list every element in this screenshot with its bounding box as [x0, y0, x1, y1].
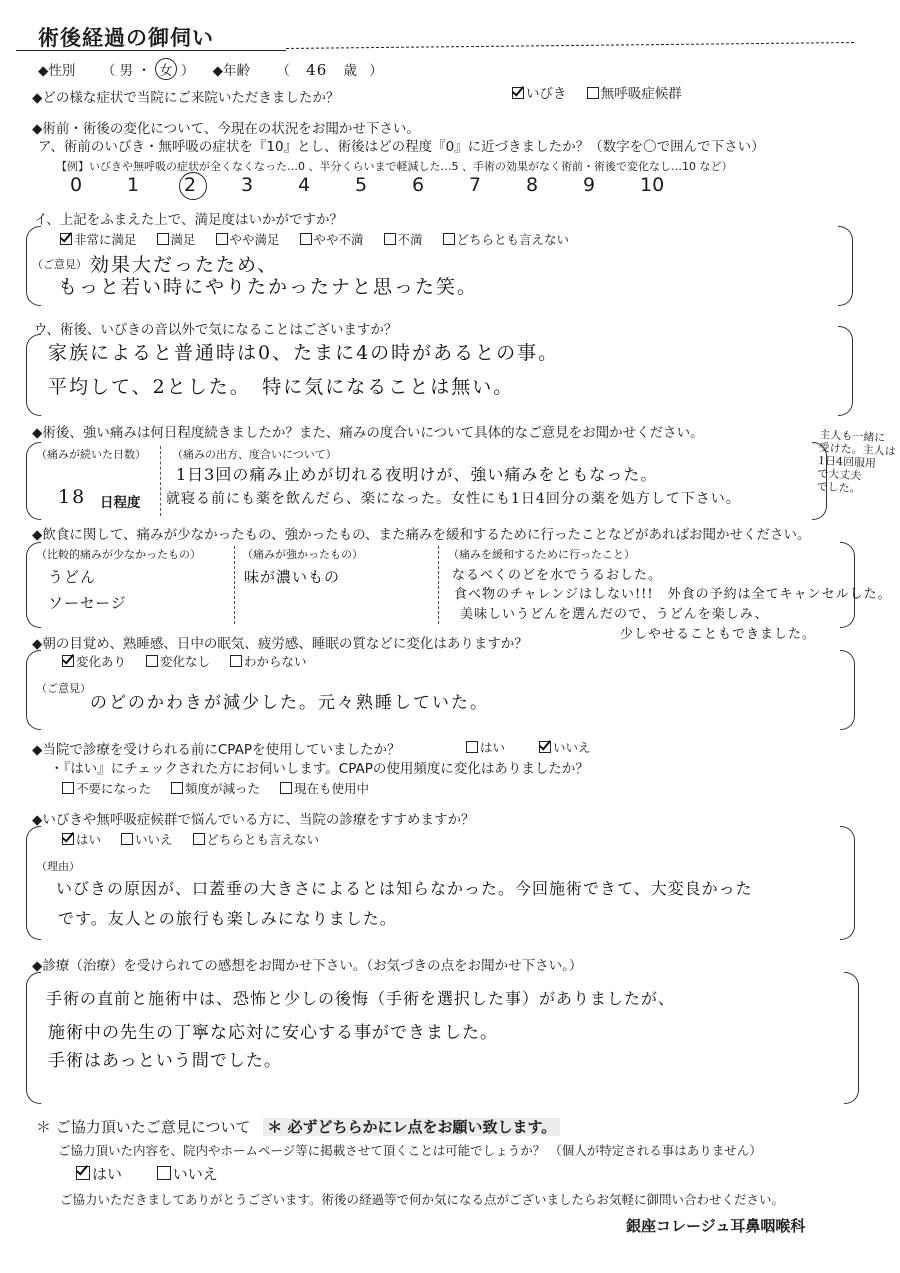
- sex-dot: ・: [137, 63, 151, 79]
- consent-options: [76, 1163, 234, 1184]
- diet-less-item-2: ソーセージ: [48, 594, 127, 612]
- scale-1[interactable]: 1: [127, 174, 140, 196]
- diet-relief-line-1: なるべくのどを水でうるおした。: [452, 568, 663, 583]
- pain-days-label: （痛みが続いた日数）: [36, 448, 146, 461]
- option-dissatisfied[interactable]: 不満: [384, 230, 423, 248]
- impressions-bracket-left: [26, 972, 41, 1104]
- scale-9[interactable]: 9: [583, 174, 596, 196]
- option-snoring[interactable]: いびき: [512, 82, 567, 102]
- checkbox-cpap-no[interactable]: [539, 741, 551, 753]
- checkbox-less-frequent[interactable]: [171, 782, 183, 794]
- recommend-bracket-right: [840, 826, 855, 940]
- sex-label: ◆性別: [38, 63, 76, 79]
- sleep-question: ◆朝の目覚め、熟睡感、日中の眠気、疲労感、睡眠の質などに変化はありますか？: [32, 636, 528, 652]
- pain-answer-line1: 1日3回の痛み止めが切れる夜明けが、強い痛みをともなった。: [176, 465, 658, 484]
- sleep-opinion-label: （ご意見）: [36, 682, 91, 695]
- option-no-change[interactable]: 変化なし: [146, 652, 210, 670]
- page-title: 術後経過の御伺い: [38, 26, 214, 50]
- option-less-frequent[interactable]: 頻度が減った: [171, 779, 260, 797]
- other-concerns-bracket-right: [838, 326, 853, 416]
- title-underline: [16, 50, 286, 51]
- change-question-a: ア、術前のいびき・無呼吸の症状を『10』とし、術後はどの程度『0』に近づきましたか？（数字を〇で囲んで下さい）: [38, 139, 765, 155]
- cpap-sub-question: ・『はい』にチェックされた方にお伺いします。CPAPの使用頻度に変化はありましたか？: [50, 761, 589, 777]
- satisfaction-opinion-label: （ご意見）: [32, 258, 87, 271]
- checkbox-apnea[interactable]: [587, 87, 599, 99]
- scale-4[interactable]: 4: [298, 174, 311, 196]
- symptom-options: [512, 82, 698, 102]
- option-very-satisfied[interactable]: 非常に満足: [60, 230, 137, 248]
- scale-10[interactable]: 10: [640, 174, 665, 196]
- option-neither[interactable]: どちらとも言えない: [443, 230, 570, 248]
- recommend-question: ◆いびきや無呼吸症候群で悩んでいる方に、当院の診療をすすめますか？: [32, 812, 475, 828]
- consent-header-right: ＊ 必ずどちらかにレ点をお願い致します。: [263, 1118, 560, 1136]
- satisfaction-answer-line2: もっと若い時にやりたかったナと思った笑。: [58, 276, 479, 298]
- pain-days-unit: 日程度: [100, 495, 141, 511]
- option-consent-no[interactable]: いいえ: [157, 1163, 218, 1184]
- satisfaction-options: [60, 230, 585, 248]
- recommend-options: [62, 830, 335, 848]
- clinic-name: 銀座コレージュ耳鼻咽喉科: [626, 1217, 806, 1235]
- impressions-answer-line2: 施術中の先生の丁寧な応対に安心する事ができました。: [48, 1023, 498, 1043]
- option-cpap-yes[interactable]: はい: [466, 738, 505, 756]
- diet-relief-line-3: 美味しいうどんを選んだので、うどんを楽しみ、: [460, 607, 769, 622]
- pain-question: ◆術後、強い痛みは何日程度続きましたか？また、痛みの度合いについて具体的なご意見をお聞かせください。: [32, 425, 704, 441]
- option-changed[interactable]: 変化あり: [62, 652, 126, 670]
- age-value: 46: [306, 61, 328, 79]
- recommend-reason-label: （理由）: [36, 860, 80, 873]
- checkbox-unknown[interactable]: [230, 655, 242, 667]
- checkbox-recommend-neither[interactable]: [193, 833, 205, 845]
- pain-detail-label: （痛みの出方、度合いについて）: [172, 448, 337, 461]
- checkbox-cpap-yes[interactable]: [466, 741, 478, 753]
- checkbox-consent-yes[interactable]: [76, 1166, 90, 1180]
- diet-relief-line-2: 食べ物のチャレンジはしない!!! 外食の予約は全てキャンセルした。: [454, 587, 892, 602]
- diet-less-label: （比較的痛みが少なかったもの）: [36, 548, 201, 561]
- checkbox-snoring[interactable]: [512, 87, 524, 99]
- scale-5[interactable]: 5: [355, 174, 368, 196]
- profile-row: [38, 58, 383, 80]
- diet-divider-2: [438, 546, 439, 624]
- other-concerns-answer-line2: 平均して、2とした。 特に気になることは無い。: [48, 376, 515, 398]
- cpap-options: [466, 738, 607, 756]
- checkbox-consent-no[interactable]: [157, 1166, 171, 1180]
- satisfaction-bracket-right: [838, 226, 853, 306]
- checkbox-very-satisfied[interactable]: [60, 233, 72, 245]
- option-satisfied[interactable]: 満足: [157, 230, 196, 248]
- pain-days-value: 18: [58, 486, 87, 508]
- checkbox-recommend-no[interactable]: [121, 833, 133, 845]
- cpap-sub-options: [62, 779, 385, 797]
- option-recommend-no[interactable]: いいえ: [121, 830, 173, 848]
- recommend-answer-line2: です。友人との旅行も楽しみになりました。: [58, 909, 397, 928]
- other-concerns-bracket-left: [26, 334, 41, 416]
- diet-less-item-1: うどん: [48, 568, 97, 586]
- sex-female: 女: [155, 58, 177, 80]
- diet-strong-item-1: 味が濃いもの: [244, 568, 341, 586]
- option-still-using[interactable]: 現在も使用中: [280, 779, 369, 797]
- checkbox-no-longer-needed[interactable]: [62, 782, 74, 794]
- impressions-answer-line3: 手術はあっという間でした。: [48, 1051, 282, 1071]
- checkbox-dissatisfied[interactable]: [384, 233, 396, 245]
- checkbox-satisfied[interactable]: [157, 233, 169, 245]
- option-no-longer-needed[interactable]: 不要になった: [62, 779, 151, 797]
- scale-7[interactable]: 7: [469, 174, 482, 196]
- scale-6[interactable]: 6: [412, 174, 425, 196]
- impressions-question: ◆診療（治療）を受けられての感想をお聞かせ下さい。（お気づきの点をお聞かせ下さい。）: [32, 958, 583, 974]
- sex-male: 男: [119, 63, 133, 79]
- option-unknown[interactable]: わからない: [230, 652, 307, 670]
- option-cpap-no[interactable]: いいえ: [539, 738, 591, 756]
- option-somewhat-dissatisfied[interactable]: やや不満: [300, 230, 364, 248]
- other-concerns-answer-line1: 家族によると普通時は0、たまに4の時があるとの事。: [48, 342, 560, 364]
- cpap-question: ◆当院で診療を受けられる前にCPAPを使用していましたか？: [32, 742, 401, 758]
- checkbox-neither[interactable]: [443, 233, 455, 245]
- impressions-bracket-right: [844, 972, 859, 1104]
- title-dashed-line: [286, 42, 854, 49]
- diet-question: ◆飲食に関して、痛みが少なかったもの、強かったもの、また痛みを緩和するために行ったことなどがあればお聞かせください。: [32, 527, 811, 543]
- recommend-bracket-left: [26, 826, 41, 940]
- impressions-answer-line1: 手術の直前と施術中は、恐怖と少しの後悔（手術を選択した事）がありましたが、: [46, 989, 676, 1008]
- other-concerns-question: ウ、術後、いびきの音以外で気になることはございますか？: [34, 322, 398, 338]
- pain-answer-line2: 就寝る前にも薬を飲んだら、楽になった。女性にも1日4回分の薬を処方して下さい。: [166, 491, 741, 507]
- symptom-question: ◆どの様な症状で当院にご来院いただきましたか？: [32, 90, 340, 106]
- age-unit: 歳: [343, 63, 358, 79]
- change-example: 【例】いびきや無呼吸の症状が全くなくなった…0 、半分くらいまで軽減した…5 、手術の効果がなく術前・術後で変化なし…10 など）: [56, 160, 733, 173]
- thanks-text: ご協力いただきましてありがとうございます。術後の経過等で何か気になる点がございましたらお気軽に御問い合わせください。: [60, 1192, 785, 1207]
- satisfaction-answer-line1: 効果大だったため、: [90, 254, 279, 276]
- consent-question: ご協力頂いた内容を、院内やホームページ等に掲載させて頂くことは可能でしょうか？ （個人が特定される事はありません）: [58, 1143, 762, 1158]
- option-somewhat-satisfied[interactable]: やや満足: [216, 230, 280, 248]
- pain-margin-note: 主人も一緒に 受けた。主人は 1日4回服用 で大丈夫 でした。: [816, 428, 896, 496]
- sleep-bracket-right: [840, 650, 855, 730]
- diet-strong-label: （痛みが強かったもの）: [242, 548, 363, 561]
- sex-close: ）: [180, 63, 195, 79]
- checkbox-still-using[interactable]: [280, 782, 292, 794]
- scale-selection-circle: [179, 172, 207, 200]
- checkbox-no-change[interactable]: [146, 655, 158, 667]
- scale-2[interactable]: 2: [184, 174, 197, 196]
- checkbox-recommend-yes[interactable]: [62, 833, 74, 845]
- scale-3[interactable]: 3: [241, 174, 254, 196]
- checkbox-somewhat-satisfied[interactable]: [216, 233, 228, 245]
- diet-relief-label: （痛みを緩和するために行ったこと）: [448, 548, 635, 561]
- scale-0[interactable]: 0: [70, 174, 83, 196]
- sex-open: （: [101, 63, 116, 79]
- change-header: ◆術前・術後の変化について、今現在の状況をお聞かせ下さい。: [32, 121, 420, 137]
- age-close: ）: [369, 63, 383, 79]
- checkbox-somewhat-dissatisfied[interactable]: [300, 233, 312, 245]
- diet-relief-line-4: 少しやせることもできました。: [620, 627, 817, 642]
- option-consent-yes[interactable]: はい: [76, 1163, 122, 1184]
- satisfaction-question: イ、上記をふまえた上で、満足度はいかがですか？: [34, 212, 344, 228]
- pain-divider: [160, 446, 161, 516]
- diet-divider-1: [234, 546, 235, 624]
- consent-header: [36, 1116, 560, 1137]
- consent-header-left: ＊ ご協力頂いたご意見について: [36, 1118, 251, 1136]
- option-recommend-neither[interactable]: どちらとも言えない: [193, 830, 320, 848]
- sleep-options: [62, 652, 323, 670]
- option-apnea[interactable]: 無呼吸症候群: [587, 82, 682, 102]
- sleep-answer: のどのかわきが減少した。元々熟睡していた。: [90, 693, 489, 713]
- checkbox-changed[interactable]: [62, 655, 74, 667]
- recommend-answer-line1: いびきの原因が、口蓋垂の大きさによるとは知らなかった。今回施術できて、大変良かった: [56, 879, 753, 898]
- scale-8[interactable]: 8: [526, 174, 539, 196]
- change-scale: [70, 174, 697, 196]
- age-open: （: [276, 63, 290, 79]
- age-label: ◆年齢: [212, 63, 251, 79]
- option-recommend-yes[interactable]: はい: [62, 830, 101, 848]
